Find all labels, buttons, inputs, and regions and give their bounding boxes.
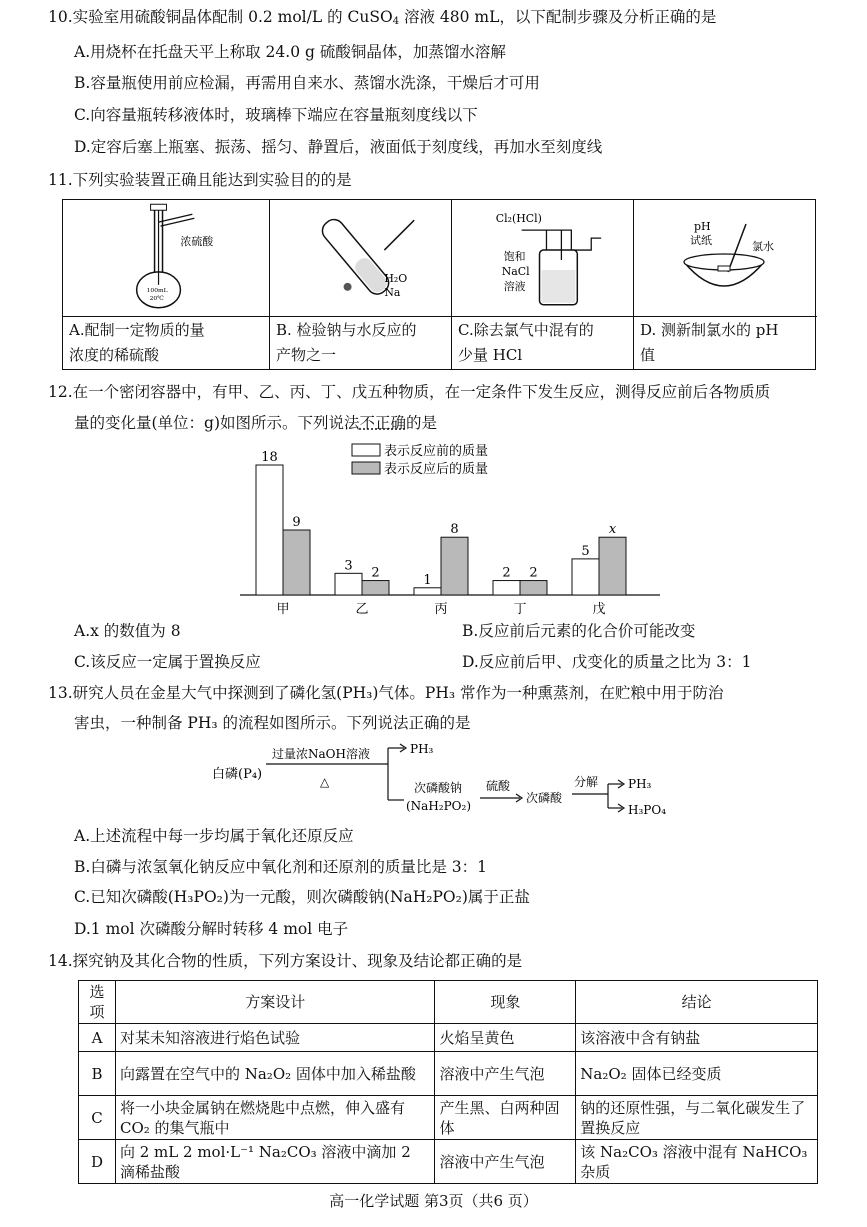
- table-row: [79, 1052, 818, 1096]
- q11-caption-a-line1: A.配制一定物质的量: [69, 321, 205, 339]
- evaporating-dish-figure: [634, 200, 817, 316]
- row-d-phenomenon: 溶液中产生气泡: [435, 1140, 576, 1184]
- row-d-design: 向 2 mL 2 mol·L⁻¹ Na₂CO₃ 溶液中滴加 2 滴稀盐酸: [115, 1140, 435, 1184]
- q11-caption-d-line2: 值: [640, 346, 656, 364]
- bar-after-1: [362, 581, 389, 595]
- flow-decompose: 分解: [574, 775, 599, 789]
- category-label-4: 戊: [592, 602, 606, 617]
- volumetric-flask-figure: [63, 200, 269, 316]
- table-row: [79, 1096, 818, 1140]
- row-c-conclusion: 钠的还原性强，与二氧化碳发生了置换反应: [576, 1096, 818, 1140]
- test-tube-figure: [270, 200, 451, 316]
- row-b-design: 向露置在空气中的 Na₂O₂ 固体中加入稀盐酸: [115, 1052, 435, 1096]
- row-d-conclusion: 该 Na₂CO₃ 溶液中混有 NaHCO₃ 杂质: [576, 1140, 818, 1184]
- flow-hypophosphorous-acid: 次磷酸: [526, 791, 563, 805]
- fig-b-sodium-label: Na: [384, 285, 401, 299]
- bar-after-0: [283, 530, 310, 595]
- fig-b-water-label: H₂O: [384, 271, 408, 285]
- bar-label-before-0: 18: [261, 450, 278, 465]
- q14-header-row: [79, 981, 818, 1024]
- flow-sulfuric-acid: 硫酸: [486, 779, 511, 793]
- fig-d-ph-label: pH: [694, 220, 711, 233]
- mass-change-bar-chart: [240, 438, 660, 618]
- row-c-design: 将一小块金属钠在燃烧匙中点燃，伸入盛有 CO₂ 的集气瓶中: [115, 1096, 435, 1140]
- header-conclusion: 结论: [576, 981, 818, 1024]
- category-label-0: 甲: [276, 602, 290, 617]
- q13-option-c: C.已知次磷酸(H₃PO₂)为一元酸，则次磷酸钠(NaH₂PO₂)属于正盐: [74, 888, 530, 906]
- q11-caption-c-line1: C.除去氯气中混有的: [458, 321, 594, 339]
- bar-label-after-1: 2: [371, 565, 380, 581]
- legend-swatch-before: [352, 444, 380, 456]
- row-c-phenomenon: 产生黑、白两种固体: [435, 1096, 576, 1140]
- legend-label-before: 表示反应前的质量: [384, 444, 489, 459]
- flow-h3po4-output: H₃PO₄: [628, 803, 666, 817]
- fig-a-flask-label: 100mL: [146, 286, 168, 294]
- q11-caption-c-line2: 少量 HCl: [458, 346, 523, 364]
- header-option: 选项: [79, 981, 116, 1024]
- q10-option-b: B.容量瓶使用前应检漏，再需用自来水、蒸馏水洗涤，干燥后才可用: [74, 74, 540, 92]
- q11-caption-b-line2: 产物之一: [276, 346, 337, 364]
- fig-a-acid-label: 浓硫酸: [180, 235, 214, 249]
- q11-caption-d-line1: D. 测新制氯水的 pH: [640, 321, 779, 339]
- fig-c-label-saturated: 饱和: [503, 249, 526, 263]
- flow-nah2po2-formula: (NaH₂PO₂): [406, 799, 472, 813]
- q12-option-b: B.反应前后元素的化合价可能改变: [462, 622, 696, 640]
- table-row: [79, 1024, 818, 1052]
- flow-ph3-output-1: PH₃: [410, 742, 434, 756]
- bar-label-before-2: 1: [423, 572, 432, 588]
- legend-label-after: 表示反应后的质量: [384, 462, 489, 477]
- bar-before-1: [335, 573, 362, 595]
- q14-table: [78, 980, 818, 1184]
- page-footer: 高一化学试题 第3页（共6 页）: [329, 1192, 538, 1210]
- q11-cell-c: [452, 200, 634, 369]
- q12-stem-line1: 12.在一个密闭容器中，有甲、乙、丙、丁、戊五种物质，在一定条件下发生反应，测得反应前后各物质质: [48, 383, 771, 401]
- row-d-option: D: [79, 1140, 116, 1184]
- bar-before-3: [493, 581, 520, 595]
- bar-label-after-0: 9: [292, 515, 301, 530]
- q11-stem: 11.下列实验装置正确且能达到实验目的的是: [48, 171, 352, 189]
- flow-sodium-hypophosphite: 次磷酸钠: [414, 781, 463, 795]
- row-a-design: 对某未知溶液进行焰色试验: [115, 1024, 435, 1052]
- flow-reagent-naoh: 过量浓NaOH溶液: [272, 747, 370, 761]
- table-row: [79, 1140, 818, 1184]
- bar-label-before-4: 5: [581, 543, 590, 559]
- q10-option-d: D.定容后塞上瓶塞、振荡、摇匀、静置后，液面低于刻度线，再加水至刻度线: [74, 138, 603, 156]
- row-b-conclusion: Na₂O₂ 固体已经变质: [576, 1052, 818, 1096]
- q11-cell-a: [63, 200, 270, 369]
- q10-stem: 10.实验室用硫酸铜晶体配制 0.2 mol/L 的 CuSO$_4$ 溶液 480 mL，以下配制步骤及分析正确的是: [48, 8, 717, 27]
- bar-label-after-2: 8: [450, 522, 459, 538]
- fig-c-label-solution: 溶液: [503, 279, 526, 293]
- bar-label-after-4: x: [608, 522, 617, 538]
- q13-option-d: D.1 mol 次磷酸分解时转移 4 mol 电子: [74, 920, 349, 938]
- chart-legend: [352, 443, 488, 477]
- q10-option-c: C.向容量瓶转移液体时，玻璃棒下端应在容量瓶刻度线以下: [74, 106, 478, 124]
- row-a-option: A: [79, 1024, 116, 1052]
- q12-option-d: D.反应前后甲、戊变化的质量之比为 3：1: [462, 653, 752, 671]
- fig-c-gas-label: Cl₂(HCl): [495, 212, 542, 226]
- fig-d-chlorine-label: 氯水: [752, 240, 774, 253]
- row-b-option: B: [79, 1052, 116, 1096]
- q13-stem-line1: 13.研究人员在金星大气中探测到了磷化氢(PH₃)气体。PH₃ 常作为一种熏蒸剂，在贮粮中用于防治: [48, 684, 724, 702]
- header-design: 方案设计: [115, 981, 435, 1024]
- gas-washing-bottle-figure: [452, 200, 633, 316]
- bar-before-0: [256, 465, 283, 595]
- row-b-phenomenon: 溶液中产生气泡: [435, 1052, 576, 1096]
- bar-before-4: [572, 559, 599, 595]
- fig-a-temp-label: 20℃: [149, 294, 164, 302]
- q11-apparatus-table: [62, 199, 816, 370]
- fig-d-paper-label: 试纸: [690, 234, 712, 247]
- flow-white-phosphorus: 白磷(P₄): [212, 767, 263, 782]
- q11-caption-a-line2: 浓度的稀硫酸: [69, 346, 160, 364]
- category-label-1: 乙: [355, 602, 369, 617]
- q13-option-a: A.上述流程中每一步均属于氧化还原反应: [74, 827, 354, 845]
- q12-stem-line2: 量的变化量(单位：g)如图所示。下列说法不正确的是: [74, 414, 438, 432]
- bar-label-after-3: 2: [529, 565, 538, 581]
- q11-cell-d: [634, 200, 817, 369]
- bar-before-2: [414, 588, 441, 595]
- bar-after-4: [599, 537, 626, 595]
- q13-option-b: B.白磷与浓氢氧化钠反应中氧化剂和还原剂的质量比是 3：1: [74, 858, 487, 876]
- header-phenomenon: 现象: [435, 981, 576, 1024]
- row-c-option: C: [79, 1096, 116, 1140]
- q12-option-a: A.x 的数值为 8: [74, 622, 181, 640]
- row-a-phenomenon: 火焰呈黄色: [435, 1024, 576, 1052]
- flow-heat-symbol: △: [320, 775, 330, 789]
- q11-cell-b: [270, 200, 452, 369]
- bar-after-2: [441, 537, 468, 595]
- q13-stem-line2: 害虫，一种制备 PH₃ 的流程如图所示。下列说法正确的是: [74, 714, 471, 732]
- row-a-conclusion: 该溶液中含有钠盐: [576, 1024, 818, 1052]
- q12-option-c: C.该反应一定属于置换反应: [74, 653, 261, 671]
- fig-c-label-nacl: NaCl: [501, 264, 530, 278]
- bar-label-before-3: 2: [502, 565, 511, 581]
- q11-caption-b-line1: B. 检验钠与水反应的: [276, 321, 417, 339]
- legend-swatch-after: [352, 462, 380, 474]
- q14-stem: 14.探究钠及其化合物的性质，下列方案设计、现象及结论都正确的是: [48, 952, 523, 970]
- ph3-flow-diagram: [200, 738, 680, 820]
- category-label-3: 丁: [513, 602, 527, 617]
- bar-after-3: [520, 581, 547, 595]
- flow-ph3-output-2: PH₃: [628, 777, 652, 791]
- q10-option-a: A.用烧杯在托盘天平上称取 24.0 g 硫酸铜晶体，加蒸馏水溶解: [74, 43, 506, 61]
- bar-label-before-1: 3: [344, 558, 353, 574]
- category-label-2: 丙: [434, 602, 448, 617]
